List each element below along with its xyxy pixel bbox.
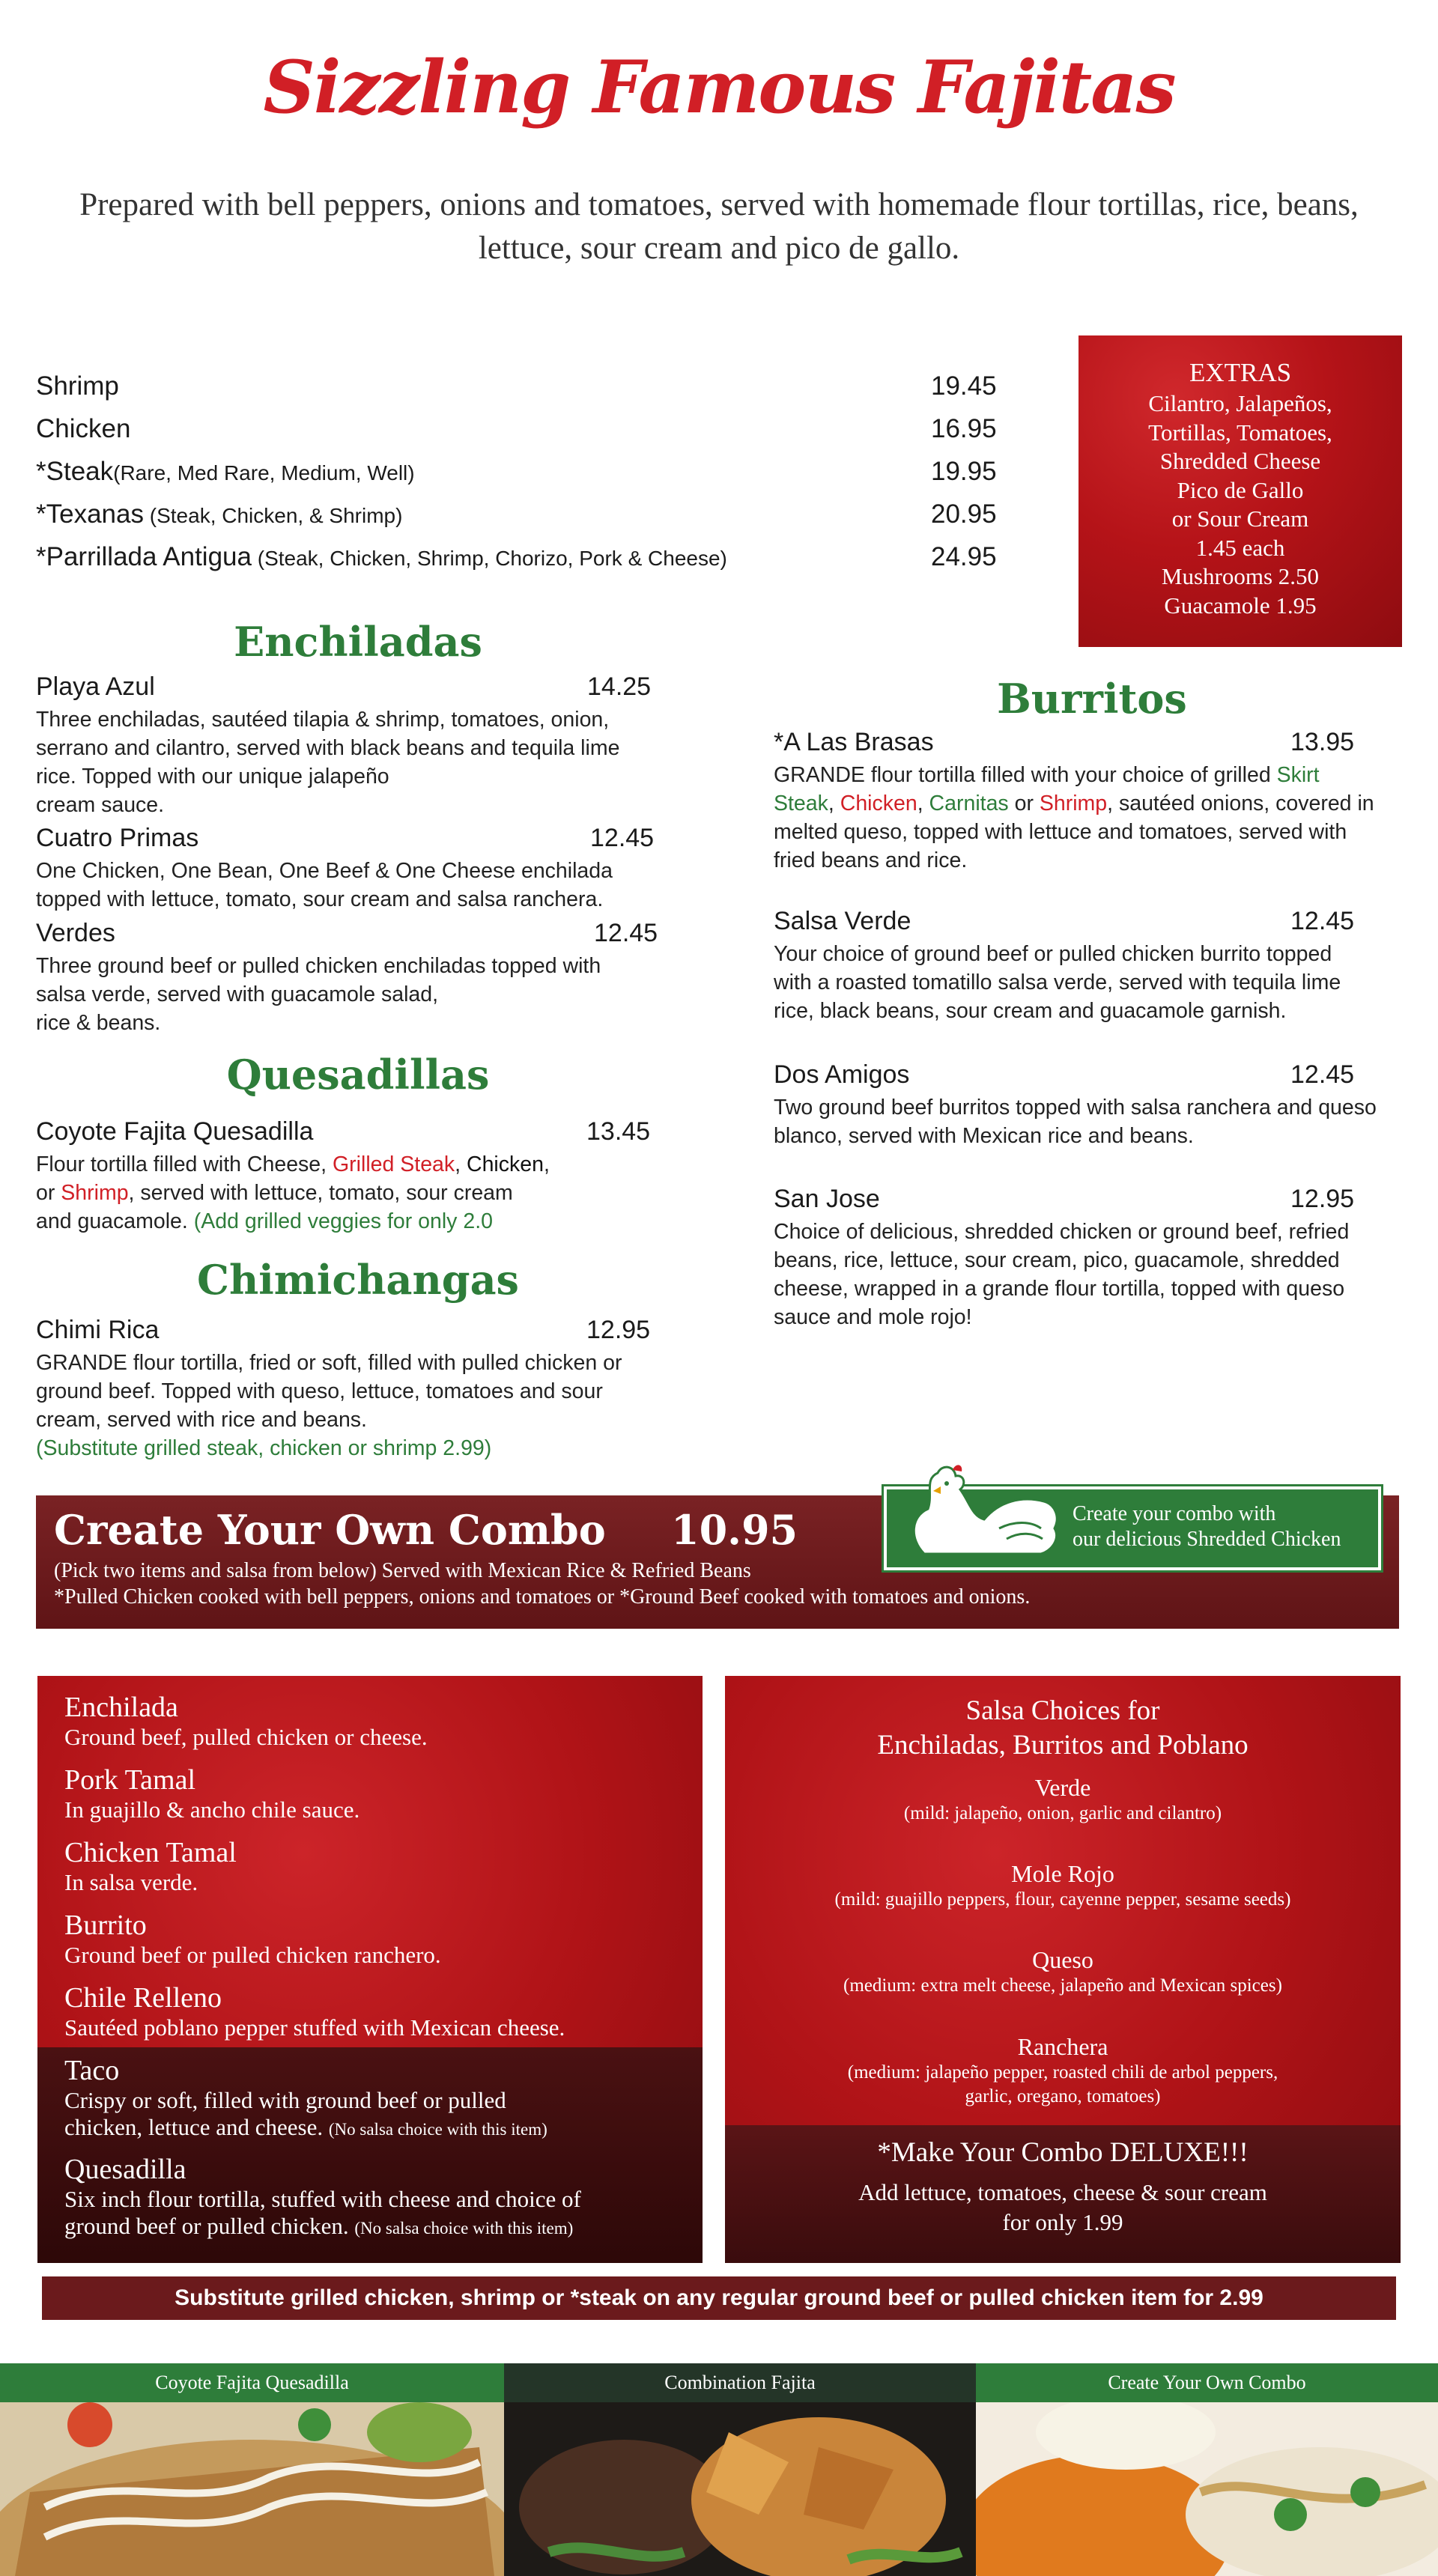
fajita-price: 20.95 [931, 499, 997, 529]
menu-item-playa-azul [36, 672, 658, 822]
page-title: Sizzling Famous Fajitas [263, 45, 1175, 130]
desc-note: (Substitute grilled steak, chicken or shrimp 2.99) [36, 1436, 492, 1460]
salsa-name: Verde [1034, 1774, 1091, 1801]
salsa-name: Ranchera [1017, 2033, 1108, 2060]
enchiladas-heading: Enchiladas [234, 618, 482, 666]
salsa-choice [725, 1859, 1401, 1912]
salsa-desc: (medium: extra melt cheese, jalapeño and Mexican spices) [843, 1975, 1282, 1996]
salsa-heading: Salsa Choices for Enchiladas, Burritos and Poblano [877, 1695, 1249, 1761]
desc-line: with a roasted tomatillo salsa verde, served with tequila lime [774, 970, 1341, 994]
desc-line: fried beans and rice. [774, 848, 968, 872]
salsa-choice [725, 1773, 1401, 1826]
item-price: 12.45 [1290, 907, 1355, 935]
photo-coyote-fajita-quesadilla [0, 2363, 504, 2576]
option-desc: In guajillo & ancho chile sauce. [64, 1796, 360, 1823]
item-description [36, 1349, 622, 1462]
fajita-price: 24.95 [931, 542, 997, 571]
desc-line: topped with lettuce, tomato, sour cream and salsa ranchera. [36, 887, 604, 911]
item-price: 12.45 [1290, 1060, 1355, 1089]
desc-line: sauce and mole rojo! [774, 1305, 972, 1329]
item-name: Coyote Fajita Quesadilla [36, 1117, 314, 1146]
option-desc: Ground beef, pulled chicken or cheese. [64, 1724, 428, 1750]
fajita-row [36, 414, 1002, 457]
option-name: Pork Tamal [64, 1764, 196, 1796]
fajita-name: *Parrillada Antigua [36, 542, 252, 571]
option-name: Quesadilla [64, 2154, 186, 2185]
option-desc: Crispy or soft, filled with ground beef or pulled [64, 2087, 506, 2113]
fajita-note: (Steak, Chicken, Shrimp, Chorizo, Pork & Cheese) [251, 547, 727, 570]
option-desc: Ground beef or pulled chicken ranchero. [64, 1942, 441, 1968]
fajita-row [36, 457, 1002, 499]
item-name: Playa Azul [36, 672, 155, 701]
extras-line: Shredded Cheese [1159, 448, 1321, 474]
fajita-name: Shrimp [36, 371, 119, 401]
salsa-choices-panel [725, 1676, 1401, 2263]
item-name: Chimi Rica [36, 1316, 160, 1344]
combo-line: (Pick two items and salsa from below) Served with Mexican Rice & Refried Beans [54, 1559, 751, 1582]
item-price: 12.45 [594, 919, 658, 947]
combo-option [64, 1909, 441, 1969]
menu-item-cuatro-primas [36, 824, 665, 917]
combo-option [64, 2054, 547, 2143]
salsa-desc: (medium: jalapeño pepper, roasted chili de arbol peppers, [847, 2062, 1278, 2083]
photo-label: Create Your Own Combo [976, 2363, 1438, 2402]
salsa-name: Queso [1032, 1946, 1093, 1973]
burritos-heading: Burritos [997, 675, 1187, 723]
combo-options-panel [37, 1676, 703, 2263]
fajita-row [36, 499, 1002, 542]
item-name: San Jose [774, 1185, 880, 1213]
desc-line: One Chicken, One Bean, One Beef & One Cheese enchilada [36, 859, 613, 883]
quesadillas-heading: Quesadillas [226, 1051, 490, 1099]
extras-line: or Sour Cream [1171, 505, 1309, 532]
item-name: *A Las Brasas [774, 728, 934, 756]
extras-line: Pico de Gallo [1177, 476, 1304, 503]
desc-line: Two ground beef burritos topped with salsa ranchera and queso [774, 1096, 1377, 1120]
combo-option [64, 1981, 565, 2041]
item-description [774, 1218, 1349, 1331]
desc-line: blanco, served with Mexican rice and beans. [774, 1124, 1194, 1148]
desc-line: cream, served with rice and beans. [36, 1408, 367, 1432]
photo-label: Combination Fajita [504, 2363, 976, 2402]
desc-line: rice & beans. [36, 1011, 161, 1035]
item-name: Verdes [36, 919, 115, 947]
desc-line: ground beef. Topped with queso, lettuce, tomatoes and sour [36, 1379, 603, 1403]
extras-box [1078, 335, 1402, 647]
fajita-note: (Rare, Med Rare, Medium, Well) [113, 461, 415, 484]
desc-line: cheese, wrapped in a grande flour tortilla, topped with queso [774, 1277, 1345, 1301]
callout-text [1073, 1501, 1341, 1552]
salsa-desc: (mild: guajillo peppers, flour, cayenne pepper, sesame seeds) [834, 1889, 1291, 1910]
extras-line: Guacamole 1.95 [1164, 592, 1317, 619]
extras-line: Tortillas, Tomatoes, [1148, 419, 1332, 446]
menu-item-a-las-brasas [774, 728, 1418, 878]
menu-item-verdes [36, 919, 665, 1039]
item-description [36, 857, 613, 914]
item-description [36, 952, 601, 1037]
item-price: 14.25 [587, 672, 652, 701]
combo-option [64, 1691, 428, 1751]
item-description [36, 705, 619, 819]
combo-option [64, 2153, 581, 2242]
item-description [36, 1150, 550, 1236]
deluxe-line: Add lettuce, tomatoes, cheese & sour cream [858, 2179, 1267, 2205]
item-price: 13.95 [1290, 728, 1355, 756]
desc-line: Three ground beef or pulled chicken enchiladas topped with [36, 954, 601, 978]
option-name: Enchilada [64, 1692, 178, 1723]
extras-heading: EXTRAS [1189, 358, 1292, 387]
combo-option [64, 1836, 237, 1896]
option-desc: Six inch flour tortilla, stuffed with cheese and choice of [64, 2186, 581, 2212]
quesadilla-photo-icon [0, 2402, 504, 2576]
combo-option [64, 1764, 360, 1823]
item-price: 12.45 [590, 824, 655, 852]
chicken-icon [894, 1456, 1067, 1569]
desc-line: cream sauce. [36, 793, 165, 817]
desc-line: Your choice of ground beef or pulled chicken burrito topped [774, 942, 1332, 966]
desc-line: melted queso, topped with lettuce and tomatoes, served with [774, 820, 1347, 844]
desc-line: and guacamole. (Add grilled veggies for only 2.0 [36, 1209, 493, 1233]
salsa-choice [725, 2032, 1401, 2109]
desc-line: rice, black beans, sour cream and guacamole garnish. [774, 999, 1287, 1023]
menu-item-salsa-verde [774, 907, 1418, 1027]
chimichangas-heading: Chimichangas [197, 1256, 519, 1304]
fajita-note: (Steak, Chicken, & Shrimp) [143, 504, 403, 527]
desc-line: serrano and cilantro, served with black beans and tequila lime [36, 736, 620, 760]
desc-line: salsa verde, served with guacamole salad, [36, 982, 439, 1006]
deluxe-title: *Make Your Combo DELUXE!!! [877, 2137, 1249, 2168]
fajita-row [36, 542, 1002, 585]
photo-combination-fajita [504, 2363, 976, 2576]
photo-label: Coyote Fajita Quesadilla [0, 2363, 504, 2402]
extras-line: Mushrooms 2.50 [1161, 563, 1320, 589]
desc-line: Three enchiladas, sautéed tilapia & shrimp, tomatoes, onion, [36, 708, 610, 732]
menu-item-coyote-fajita-quesadilla [36, 1117, 665, 1237]
deluxe-line: for only 1.99 [1002, 2209, 1123, 2235]
menu-item-san-jose [774, 1185, 1418, 1334]
fajita-price: 19.95 [931, 457, 997, 486]
fajita-name: Chicken [36, 414, 131, 443]
desc-line: rice. Topped with our unique jalapeño [36, 765, 389, 789]
option-desc: Sautéed poblano pepper stuffed with Mexican cheese. [64, 2014, 565, 2041]
fajita-price: 16.95 [931, 414, 997, 443]
menu-item-dos-amigos [774, 1060, 1418, 1153]
item-price: 12.95 [586, 1316, 651, 1344]
option-name: Chile Relleno [64, 1982, 222, 2014]
salsa-choice [725, 1945, 1401, 1998]
fajita-name: *Steak [36, 457, 114, 486]
option-desc: In salsa verde. [64, 1869, 198, 1895]
intro-text: Prepared with bell peppers, onions and tomatoes, served with homemade flour tortillas, rice, beans, lettuce, sour cream and pico de gallo. [79, 187, 1359, 266]
combo-price: 10.95 [671, 1506, 798, 1554]
callout-line: Create your combo with [1073, 1502, 1276, 1525]
desc-line: Steak, Chicken, Carnitas or Shrimp, sautéed onions, covered in [774, 792, 1374, 815]
option-name: Burrito [64, 1910, 147, 1941]
fajita-row [36, 371, 1002, 414]
combo-line: *Pulled Chicken cooked with bell peppers, onions and tomatoes or *Ground Beef cooked with tomatoes and onions. [54, 1585, 1031, 1609]
desc-line: Choice of delicious, shredded chicken or ground beef, refried [774, 1220, 1350, 1244]
substitute-banner: Substitute grilled chicken, shrimp or *steak on any regular ground beef or pulled chicken item for 2.99 [42, 2276, 1396, 2320]
item-name: Dos Amigos [774, 1060, 910, 1089]
item-price: 12.95 [1290, 1185, 1355, 1213]
photo-create-your-own-combo [976, 2363, 1438, 2576]
item-name: Salsa Verde [774, 907, 911, 935]
shredded-chicken-callout [884, 1486, 1381, 1570]
desc-line: or Shrimp, served with lettuce, tomato, sour cream [36, 1181, 513, 1205]
fajita-name: *Texanas [36, 499, 144, 529]
combo-title: Create Your Own Combo [54, 1506, 606, 1554]
desc-line: Flour tortilla filled with Cheese, Grilled Steak, Chicken, [36, 1152, 550, 1176]
item-price: 13.45 [586, 1117, 651, 1146]
combo-banner [36, 1495, 1399, 1629]
combo-photo-icon [976, 2402, 1438, 2576]
item-description [774, 940, 1341, 1025]
item-name: Cuatro Primas [36, 824, 199, 852]
fajita-photo-icon [504, 2402, 976, 2576]
desc-line: GRANDE flour tortilla, fried or soft, filled with pulled chicken or [36, 1351, 622, 1375]
deluxe-callout [725, 2134, 1401, 2238]
option-desc: ground beef or pulled chicken. (No salsa choice with this item) [64, 2213, 574, 2239]
option-name: Taco [64, 2055, 120, 2086]
item-description [774, 761, 1374, 875]
callout-line: our delicious Shredded Chicken [1073, 1528, 1341, 1551]
fajita-price: 19.45 [931, 371, 997, 401]
desc-line: GRANDE flour tortilla filled with your choice of grilled Skirt [774, 763, 1320, 787]
salsa-desc: (mild: jalapeño, onion, garlic and cilantro) [903, 1803, 1222, 1823]
option-name: Chicken Tamal [64, 1837, 237, 1868]
extras-line: 1.45 each [1195, 534, 1285, 561]
item-description [774, 1093, 1377, 1150]
option-desc: chicken, lettuce and cheese. (No salsa choice with this item) [64, 2114, 547, 2140]
desc-line: beans, rice, lettuce, sour cream, pico, guacamole, shredded [774, 1248, 1340, 1272]
extras-line: Cilantro, Jalapeños, [1148, 390, 1332, 416]
menu-item-chimi-rica [36, 1316, 680, 1465]
salsa-desc: garlic, oregano, tomatoes) [965, 2086, 1161, 2106]
salsa-name: Mole Rojo [1011, 1860, 1114, 1887]
